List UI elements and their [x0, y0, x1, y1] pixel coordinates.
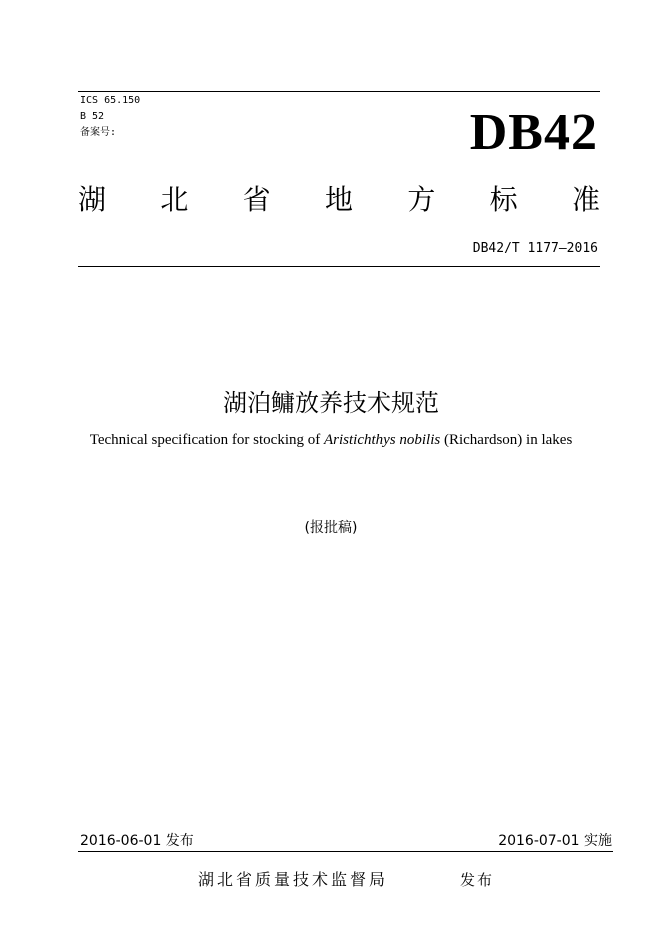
title-en-suffix: (Richardson) in lakes	[440, 432, 573, 448]
ccs-code: B 52	[80, 111, 105, 122]
heading-char: 准	[571, 183, 600, 216]
publish-date: 2016-06-01 发布	[80, 833, 194, 849]
document-title-en	[0, 430, 662, 450]
implement-date: 2016-07-01 实施	[498, 833, 612, 849]
title-en-species: Aristichthys nobilis	[323, 432, 441, 448]
ics-code: ICS 65.150	[80, 95, 141, 106]
footer-rule	[78, 851, 613, 852]
standard-number: DB42/T 1177—2016	[472, 241, 598, 256]
issuing-authority: 湖北省质量技术监督局	[198, 870, 389, 889]
top-rule	[78, 91, 600, 92]
heading-char: 北	[160, 183, 189, 216]
heading-char: 省	[242, 183, 271, 216]
document-title-cn: 湖泊鳙放养技术规范	[223, 389, 439, 417]
filing-number-label: 备案号:	[80, 127, 117, 138]
heading-char: 湖	[78, 183, 107, 216]
heading-char: 方	[407, 183, 436, 216]
standard-code-mark: DB42	[469, 104, 598, 161]
provincial-standard-heading	[78, 180, 600, 220]
issuing-suffix: 发布	[460, 871, 495, 889]
header-rule	[78, 266, 600, 267]
heading-char: 标	[489, 183, 518, 216]
title-en-prefix: Technical specification for stocking of	[89, 432, 324, 448]
heading-char: 地	[324, 183, 353, 216]
draft-status: (报批稿)	[304, 520, 358, 536]
